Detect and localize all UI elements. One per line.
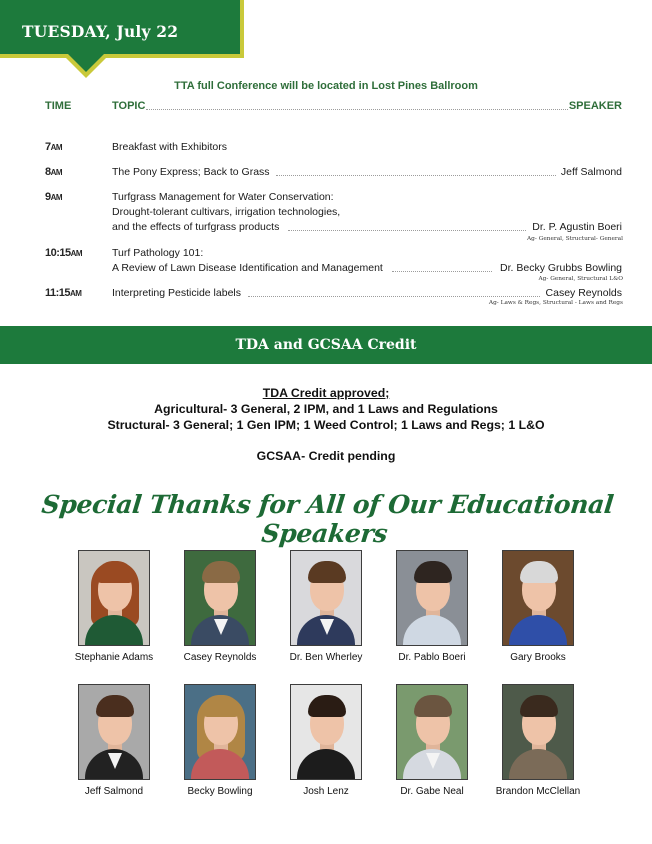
session-credit-note: Ag- General, Structural L&O xyxy=(538,276,623,282)
speaker-card xyxy=(276,550,376,663)
speaker-photo xyxy=(502,550,574,646)
speaker-photo xyxy=(78,684,150,780)
session-topic-line: Turfgrass Management for Water Conservation: xyxy=(112,191,334,203)
session-topic: The Pony Express; Back to Grass xyxy=(112,166,270,178)
session-topic-line: A Review of Lawn Disease Identification and Management xyxy=(112,262,383,274)
dot-leader xyxy=(248,296,540,297)
session-credit-note: Ag- Laws & Regs, Structural - Laws and Regs xyxy=(488,300,623,306)
session-speaker: Casey Reynolds xyxy=(545,287,622,299)
speaker-photo xyxy=(78,550,150,646)
speaker-photo xyxy=(502,684,574,780)
dot-leader xyxy=(392,271,492,272)
speaker-photo xyxy=(396,550,468,646)
speaker-photo xyxy=(290,684,362,780)
session-time: 10:15AM xyxy=(45,247,83,259)
header-dot-leader xyxy=(146,109,568,110)
speaker-card xyxy=(170,684,270,797)
speaker-photo xyxy=(290,550,362,646)
session-topic-line: and the effects of turfgrass products xyxy=(112,221,280,233)
session-time: 7AM xyxy=(45,141,63,153)
session-topic-line: Turf Pathology 101: xyxy=(112,247,204,259)
agricultural-credit: Agricultural- 3 General, 2 IPM, and 1 Laws and Regulations xyxy=(154,402,498,416)
speaker-name: Brandon McClellan xyxy=(495,786,581,797)
speaker-name: Jeff Salmond xyxy=(84,786,144,797)
dot-leader xyxy=(276,175,556,176)
gcsaa-credit: GCSAA- Credit pending xyxy=(256,449,396,463)
speaker-card xyxy=(488,684,588,797)
location-note: TTA full Conference will be located in Lost Pines Ballroom xyxy=(174,80,478,92)
speaker-card xyxy=(170,550,270,663)
speaker-name: Dr. Gabe Neal xyxy=(400,786,464,797)
session-speaker: Dr. P. Agustin Boeri xyxy=(532,221,622,233)
speaker-card xyxy=(64,684,164,797)
speaker-column-header: SPEAKER xyxy=(568,100,622,112)
speaker-name: Casey Reynolds xyxy=(183,652,257,663)
session-topic: Breakfast with Exhibitors xyxy=(112,141,227,153)
session-topic: Interpreting Pesticide labels xyxy=(112,287,241,299)
session-topic-line: Drought-tolerant cultivars, irrigation technologies, xyxy=(112,206,341,218)
thanks-heading: Special Thanks for All of Our Educational Speakers xyxy=(40,490,615,548)
session-time: 11:15AM xyxy=(45,287,82,299)
speaker-card xyxy=(382,684,482,797)
session-credit-note: Ag- General, Structural- General xyxy=(527,236,623,242)
speaker-card xyxy=(488,550,588,663)
date-banner xyxy=(0,0,246,80)
dot-leader xyxy=(288,230,526,231)
speaker-card xyxy=(64,550,164,663)
speaker-photo xyxy=(184,550,256,646)
session-time: 8AM xyxy=(45,166,63,178)
speaker-photo xyxy=(396,684,468,780)
session-speaker: Jeff Salmond xyxy=(560,166,622,178)
session-time: 9AM xyxy=(45,191,63,203)
speaker-photo xyxy=(184,684,256,780)
date-title: TUESDAY, July 22 xyxy=(22,22,179,41)
speaker-name: Josh Lenz xyxy=(303,786,349,797)
structural-credit: Structural- 3 General; 1 Gen IPM; 1 Weed Control; 1 Laws and Regs; 1 L&O xyxy=(107,418,545,432)
speaker-name: Becky Bowling xyxy=(187,786,253,797)
credit-section-title: TDA and GCSAA Credit xyxy=(235,337,417,353)
time-column-header: TIME xyxy=(45,100,72,112)
speaker-name: Dr. Pablo Boeri xyxy=(398,652,466,663)
session-speaker: Dr. Becky Grubbs Bowling xyxy=(500,262,622,274)
credit-section-bar xyxy=(0,326,652,364)
speaker-card xyxy=(276,684,376,797)
tda-credit-approved: TDA Credit approved; xyxy=(262,386,390,400)
speaker-name: Stephanie Adams xyxy=(74,652,154,663)
speaker-name: Gary Brooks xyxy=(510,652,566,663)
speaker-card xyxy=(382,550,482,663)
topic-column-header: TOPIC xyxy=(112,100,146,112)
speaker-name: Dr. Ben Wherley xyxy=(289,652,363,663)
